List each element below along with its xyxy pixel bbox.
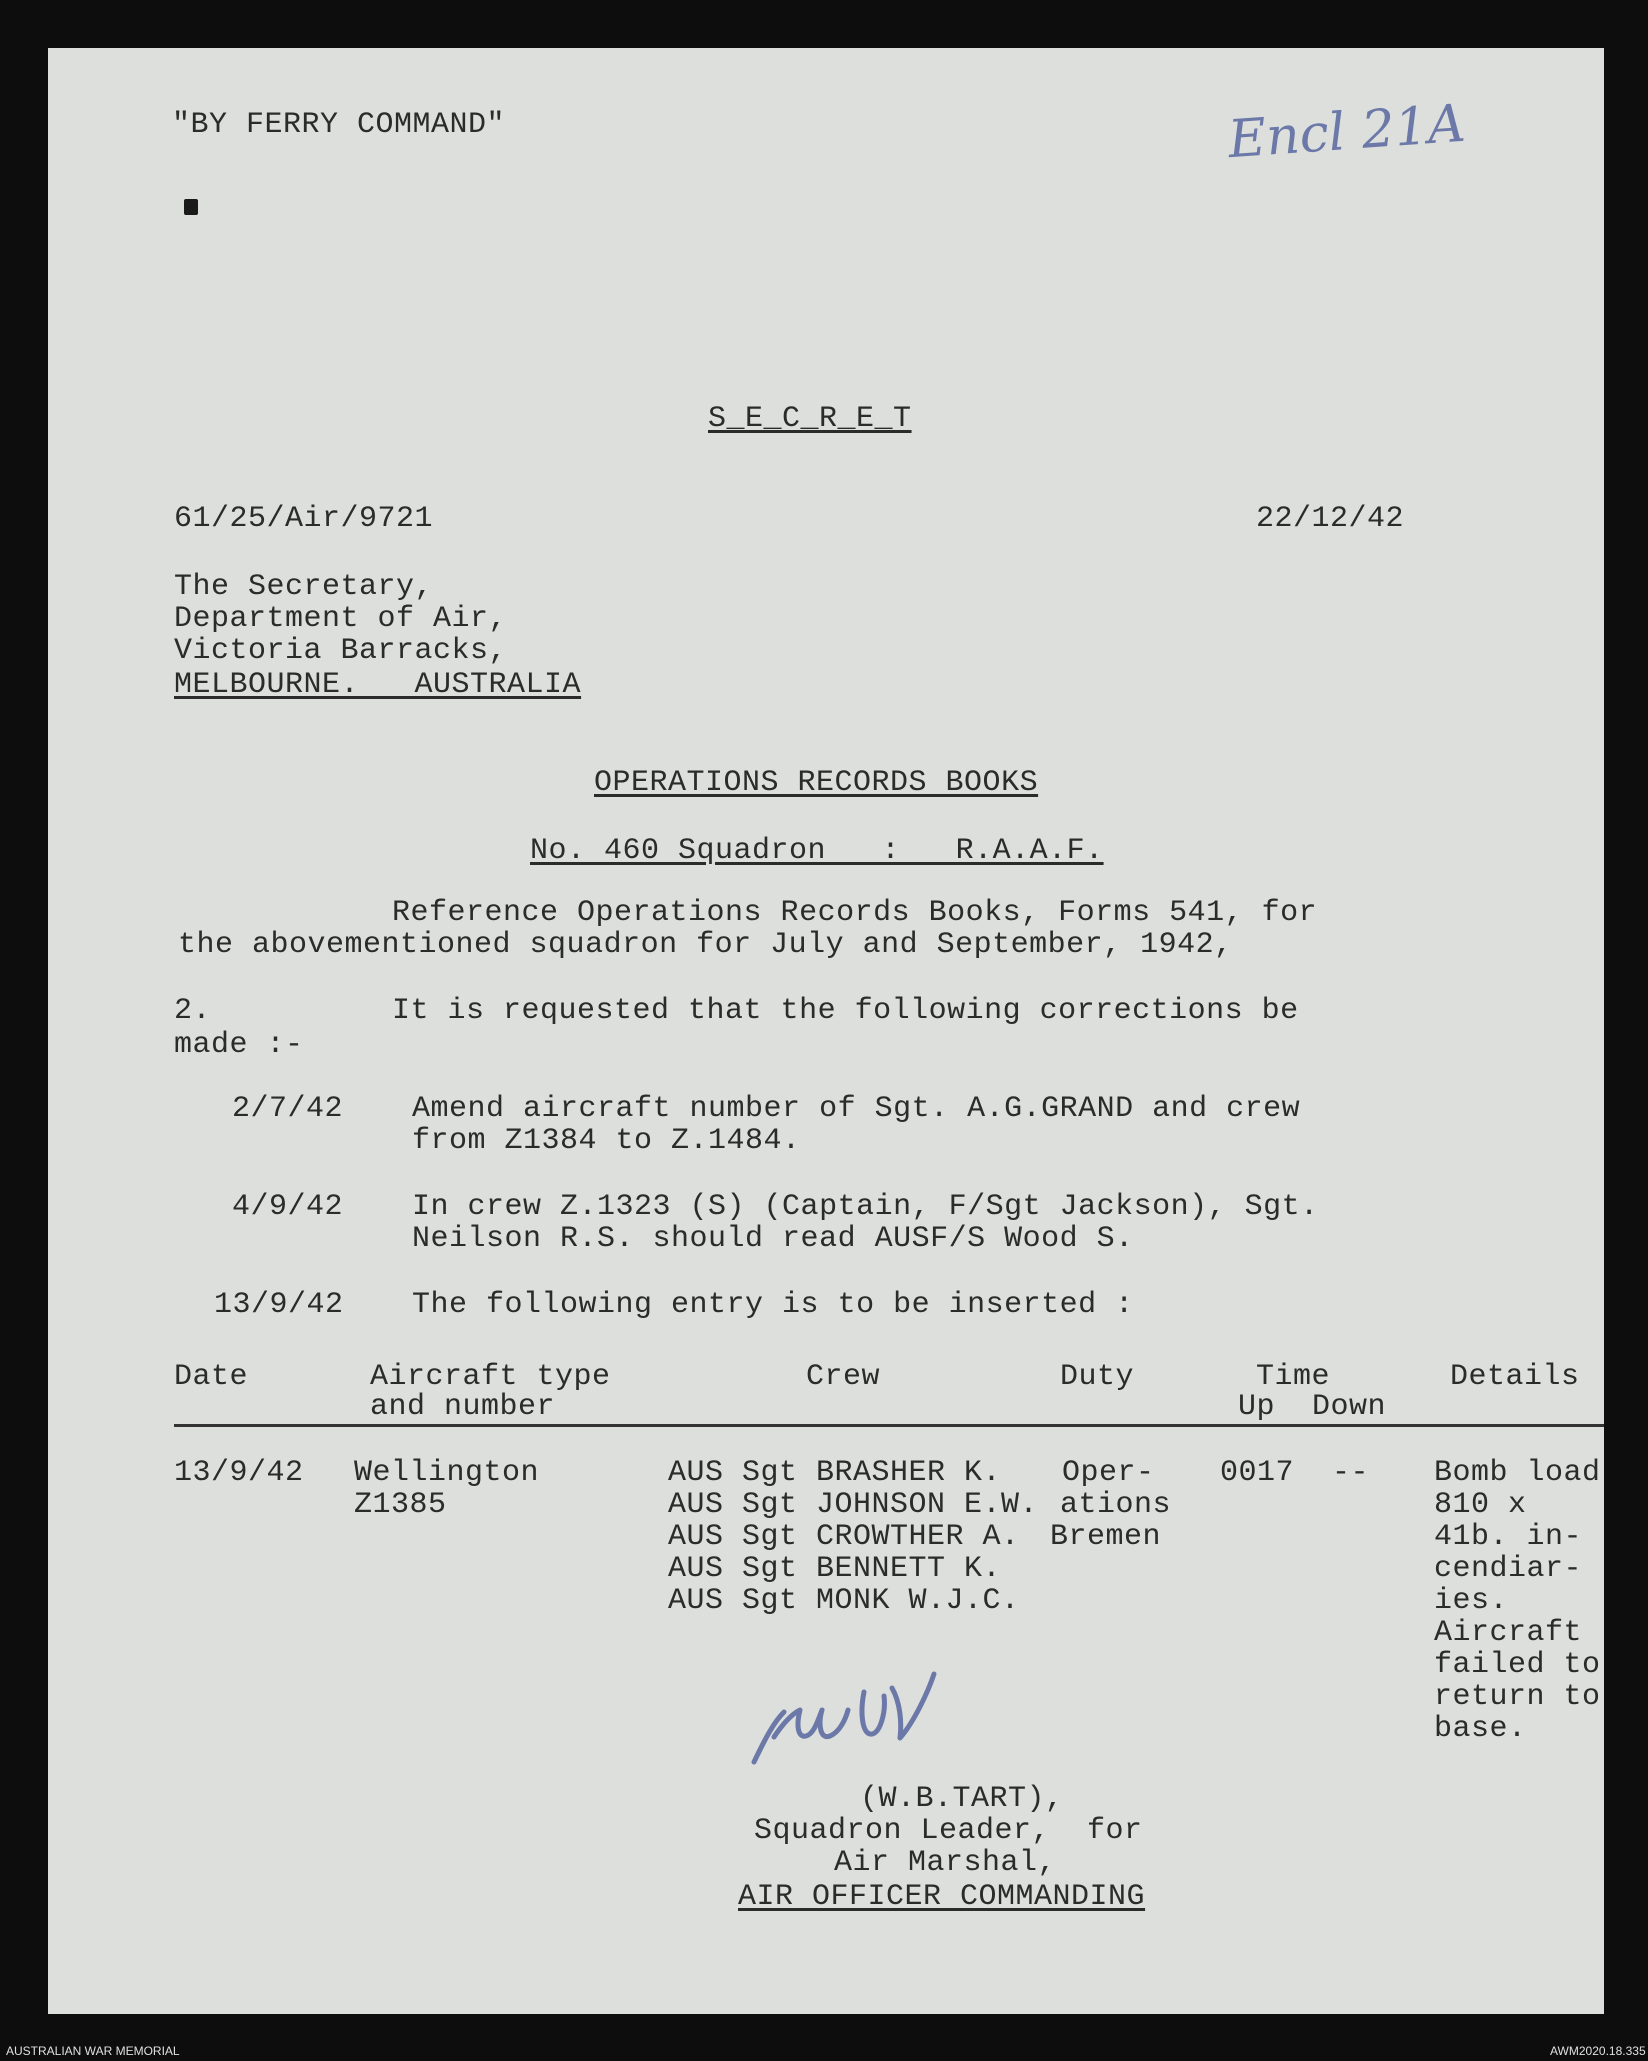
- row-date: 13/9/42: [174, 1456, 304, 1490]
- addressee-line: MELBOURNE. AUSTRALIA: [174, 668, 582, 702]
- row-aircraft: Z1385: [354, 1488, 447, 1522]
- row-crew-member: AUS Sgt JOHNSON E.W.: [668, 1488, 1039, 1522]
- row-details-line: failed to: [1434, 1648, 1601, 1682]
- correction-text: Neilson R.S. should read AUSF/S Wood S.: [412, 1222, 1134, 1256]
- footer-accession: AWM2020.18.335: [1550, 2044, 1646, 2058]
- row-crew-member: AUS Sgt BRASHER K.: [668, 1456, 1002, 1490]
- footer-institution: AUSTRALIAN WAR MEMORIAL: [6, 2044, 180, 2058]
- squadron-heading: No. 460 Squadron : R.A.A.F.: [530, 834, 1104, 868]
- row-crew-member: AUS Sgt MONK W.J.C.: [668, 1584, 1020, 1618]
- addressee-line: Department of Air,: [174, 602, 508, 636]
- signature-line: Squadron Leader, for: [754, 1814, 1143, 1848]
- correction-date: 4/9/42: [232, 1190, 344, 1224]
- reference-number: 61/25/Air/9721: [174, 502, 434, 536]
- row-crew-member: AUS Sgt CROWTHER A.: [668, 1520, 1020, 1554]
- row-details-line: cendiar-: [1434, 1552, 1583, 1586]
- signature-line: AIR OFFICER COMMANDING: [738, 1880, 1146, 1914]
- correction-text: from Z1384 to Z.1484.: [412, 1124, 801, 1158]
- letter-date: 22/12/42: [1256, 502, 1405, 536]
- row-time-down: --: [1332, 1456, 1370, 1490]
- header-details: Details: [1450, 1360, 1580, 1394]
- header-aircraft: and number: [370, 1390, 556, 1424]
- paragraph-2-line: made :-: [174, 1028, 304, 1062]
- header-crew: Crew: [806, 1360, 881, 1394]
- row-aircraft: Wellington: [354, 1456, 540, 1490]
- document-page: [48, 48, 1604, 2014]
- paragraph-1-line: the abovementioned squadron for July and September, 1942,: [178, 928, 1233, 962]
- table-header-rule: [174, 1424, 1604, 1427]
- header-aircraft: Aircraft type: [370, 1360, 611, 1394]
- row-time-up: 0017: [1220, 1456, 1295, 1490]
- header-duty: Duty: [1060, 1360, 1135, 1394]
- row-details-line: 41b. in-: [1434, 1520, 1583, 1554]
- correction-date: 2/7/42: [232, 1092, 344, 1126]
- header-date: Date: [174, 1360, 249, 1394]
- ink-mark: [184, 199, 198, 215]
- row-details-line: base.: [1434, 1712, 1527, 1746]
- paragraph-2-number: 2.: [174, 994, 212, 1028]
- correction-date: 13/9/42: [214, 1288, 344, 1322]
- row-crew-member: AUS Sgt BENNETT K.: [668, 1552, 1002, 1586]
- correction-text: Amend aircraft number of Sgt. A.G.GRAND and crew: [412, 1092, 1301, 1126]
- row-details-line: Aircraft: [1434, 1616, 1583, 1650]
- paragraph-1-line: Reference Operations Records Books, Forms 541, for: [392, 896, 1318, 930]
- header-time: Time: [1256, 1360, 1331, 1394]
- classification-heading: S_E_C_R_E_T: [708, 402, 912, 436]
- row-duty: Oper-: [1062, 1456, 1155, 1490]
- handwritten-enclosure-note: Encl 21A: [1226, 93, 1468, 171]
- header-time-sub: Up Down: [1238, 1390, 1387, 1424]
- row-duty: ations: [1060, 1488, 1172, 1522]
- addressee-line: Victoria Barracks,: [174, 634, 508, 668]
- correction-text: In crew Z.1323 (S) (Captain, F/Sgt Jackson), Sgt.: [412, 1190, 1319, 1224]
- addressee-line: The Secretary,: [174, 570, 434, 604]
- dispatch-note: "BY FERRY COMMAND": [172, 108, 506, 142]
- row-details-line: 810 x: [1434, 1488, 1527, 1522]
- row-details-line: ies.: [1434, 1584, 1509, 1618]
- signature-line: (W.B.TART),: [860, 1782, 1064, 1816]
- correction-text: The following entry is to be inserted :: [412, 1288, 1134, 1322]
- subject-heading: OPERATIONS RECORDS BOOKS: [594, 766, 1039, 800]
- paragraph-2-line: It is requested that the following corrections be: [392, 994, 1299, 1028]
- handwritten-signature: [714, 1652, 1044, 1782]
- row-details-line: return to: [1434, 1680, 1601, 1714]
- row-duty: Bremen: [1050, 1520, 1162, 1554]
- row-details-line: Bomb load: [1434, 1456, 1601, 1490]
- signature-line: Air Marshal,: [834, 1846, 1057, 1880]
